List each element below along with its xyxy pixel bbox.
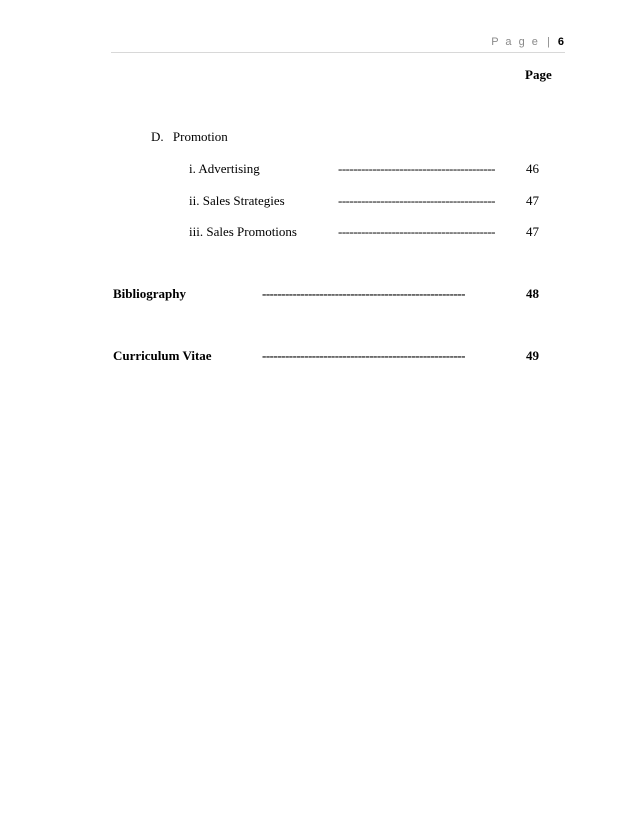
toc-entry-label: Curriculum Vitae [113, 348, 212, 363]
toc-leader: ----------------------------------------------------- [262, 286, 465, 301]
toc-leader: ----------------------------------------- [338, 193, 495, 208]
toc-page-number: 47 [526, 193, 539, 208]
page-word: P a g e [491, 36, 540, 48]
toc-page-number: 47 [526, 224, 539, 239]
toc-entry-label: Bibliography [113, 286, 186, 301]
toc-leader: ----------------------------------------------------- [262, 348, 465, 363]
toc-page-number: 46 [526, 161, 539, 176]
section-title: Promotion [172, 129, 228, 144]
toc-subentry-label: ii. Sales Strategies [189, 193, 285, 208]
header-separator: | [546, 36, 550, 48]
page-column-label: Page [525, 67, 552, 82]
page-header [491, 36, 564, 48]
toc-page-number: 49 [526, 348, 539, 363]
toc-leader: ----------------------------------------- [338, 224, 495, 239]
page-number: 6 [557, 36, 564, 48]
toc-subentry-label: i. Advertising [189, 161, 260, 176]
toc-page-number: 48 [526, 286, 539, 301]
section-letter: D. [151, 129, 164, 144]
toc-leader: ----------------------------------------- [338, 161, 495, 176]
header-rule [111, 52, 565, 53]
toc-subentry-label: iii. Sales Promotions [189, 224, 297, 239]
section-heading [151, 129, 228, 145]
